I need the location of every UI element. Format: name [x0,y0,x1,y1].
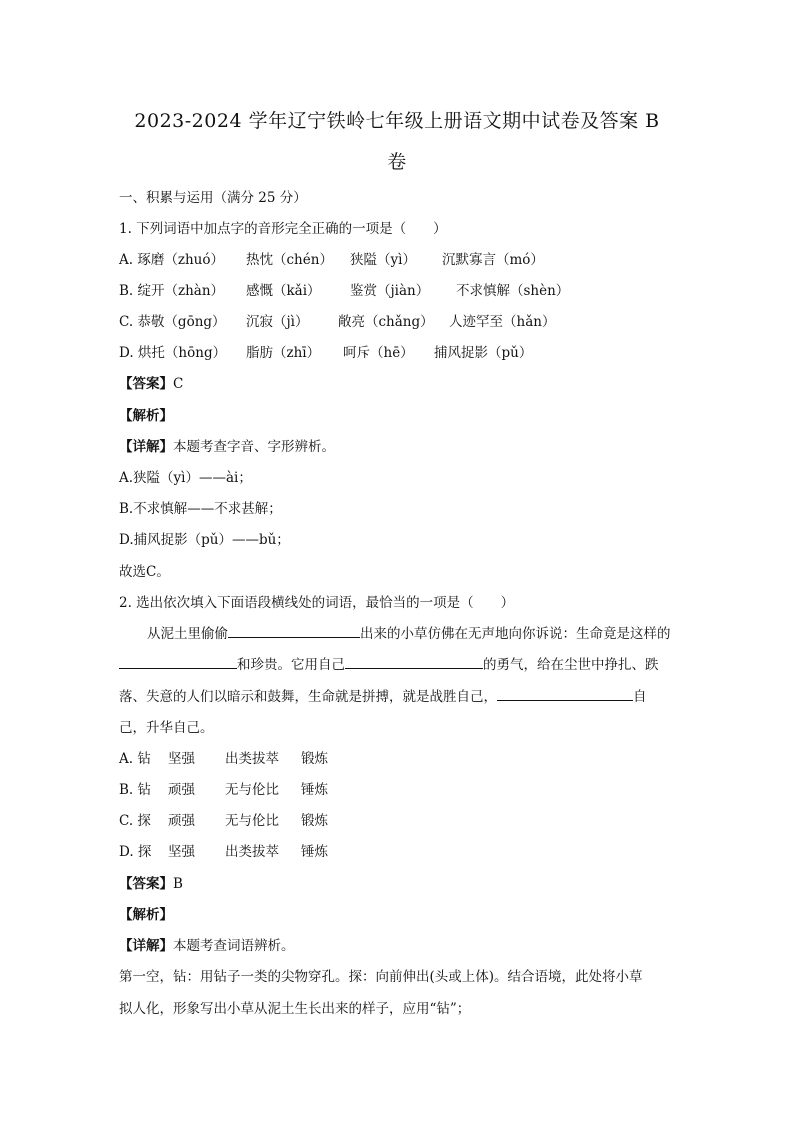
question-1-option-d [119,341,532,361]
detail-label: 【详解】 [119,439,173,455]
option-item: C. 探 [119,813,151,829]
answer-value: B [173,876,183,892]
passage-text: 的勇气，给在尘世中挣扎、跌 [483,657,659,673]
option-item: A. 钻 [119,751,151,767]
question-2-explanation-line-1: 第一空，钻：用钻子一类的尖物穿孔。探：向前伸出(头或上体)。结合语境，此处将小草 [119,969,643,985]
question-2-passage-line-2 [119,653,659,673]
option-item: 感慨（kǎi） [246,283,321,299]
passage-text: 出来的小草仿佛在无声地向你诉说：生命竟是这样的 [360,626,671,642]
question-1-option-b [119,279,569,299]
option-item: 坚强 [168,844,195,860]
question-2-option-a [119,747,328,767]
question-1-note-b: B.不求慎解——不求甚解； [119,501,282,517]
option-item: 锻炼 [301,813,328,829]
answer-value: C [173,376,184,392]
option-item: D. 烘托（hōng） [119,345,227,361]
question-1-note-d: D.捕风捉影（pǔ）——bǔ； [119,532,290,548]
question-2-detail [119,934,295,954]
option-item: 人迹罕至（hǎn） [449,314,556,330]
question-2-passage-line-4: 己，升华自己。 [119,720,214,736]
option-item: A. 琢磨（zhuó） [119,252,224,268]
question-2-stem: 2. 选出依次填入下面语段横线处的词语，最恰当的一项是（ ） [119,595,515,611]
passage-text: 落、失意的人们以暗示和鼓舞，生命就是拼搏，就是战胜自己， [119,689,497,705]
option-item: 坚强 [168,751,195,767]
question-1-note-a: A.狭隘（yì）——ài； [119,470,252,486]
detail-text: 本题考查词语辨析。 [173,938,295,954]
fill-blank-1 [228,623,360,638]
option-item: 出类拔萃 [225,844,279,860]
option-item: 无与伦比 [225,813,279,829]
option-item: C. 恭敬（gōng） [119,314,226,330]
answer-label: 【答案】 [119,876,173,892]
document-title-line-2: 卷 [387,151,407,173]
question-1-analysis-label: 【解析】 [119,408,173,424]
question-2-explanation-line-2: 拟人化，形象写出小草从泥土生长出来的样子，应用“钻”； [119,1001,471,1017]
question-2-passage-line-3 [119,685,647,705]
option-item: 锤炼 [301,844,328,860]
passage-text: 自 [633,689,647,705]
question-2-analysis-label: 【解析】 [119,907,173,923]
option-item: 顽强 [168,782,195,798]
option-item: 出类拔萃 [225,751,279,767]
option-item: 热忱（chén） [246,252,333,268]
section-heading: 一、积累与运用（满分 25 分） [119,190,307,206]
question-2-option-b [119,778,328,798]
option-item: 无与伦比 [225,782,279,798]
question-2-option-c [119,809,328,829]
detail-label: 【详解】 [119,938,173,954]
detail-text: 本题考查字音、字形辨析。 [173,439,335,455]
option-item: 捕风捉影（pǔ） [434,345,533,361]
question-2-answer [119,872,183,892]
question-1-answer [119,372,183,392]
option-item: 锤炼 [301,782,328,798]
option-item: 沉寂（jì） [246,314,309,330]
option-item: D. 探 [119,844,152,860]
question-1-conclusion: 故选C。 [119,564,170,580]
option-item: 不求慎解（shèn） [456,283,570,299]
option-item: 呵斥（hē） [343,345,414,361]
option-item: B. 钻 [119,782,152,798]
option-item: 脂肪（zhī） [246,345,321,361]
passage-text: 和珍贵。它用自己 [237,657,345,673]
option-item: B. 绽开（zhàn） [119,283,225,299]
answer-label: 【答案】 [119,376,173,392]
passage-text: 从泥土里偷偷 [147,626,228,642]
question-2-option-d [119,840,328,860]
fill-blank-3 [345,654,483,669]
document-title-line-1: 2023-2024 学年辽宁铁岭七年级上册语文期中试卷及答案 B [134,110,660,132]
question-1-option-a [119,248,544,268]
option-item: 鉴赏（jiàn） [350,283,430,299]
question-1-stem: 1. 下列词语中加点字的音形完全正确的一项是（ ） [119,221,447,237]
question-2-passage-line-1 [147,622,671,642]
option-item: 敞亮（chǎng） [338,314,434,330]
fill-blank-2 [119,654,237,669]
question-1-option-c [119,310,555,330]
option-item: 狭隘（yì） [350,252,416,268]
option-item: 沉默寡言（mó） [442,252,544,268]
option-item: 锻炼 [301,751,328,767]
question-1-detail [119,435,335,455]
option-item: 顽强 [168,813,195,829]
fill-blank-4 [497,686,633,701]
